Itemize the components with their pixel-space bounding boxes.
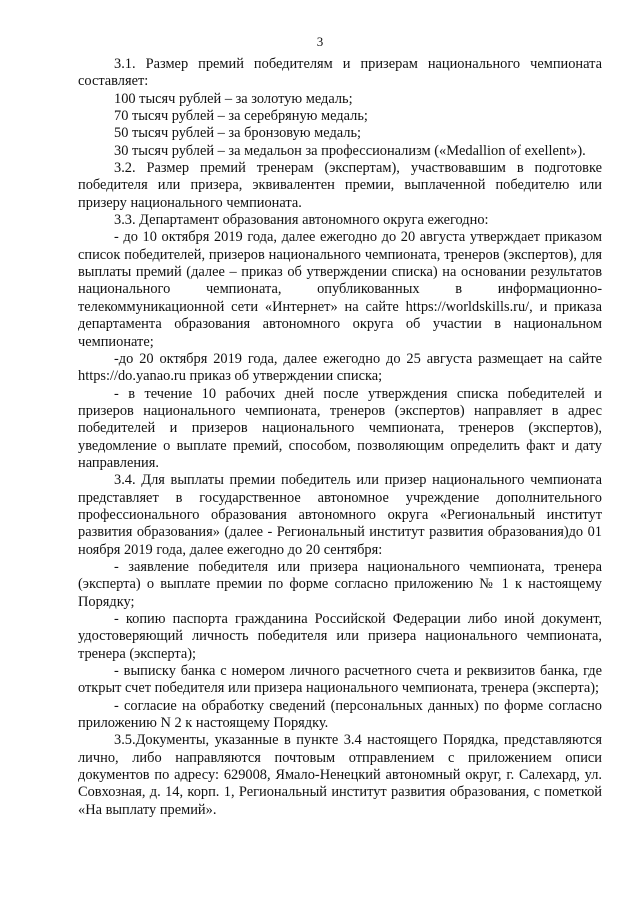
premium-gold: 100 тысяч рублей – за золотую медаль;: [114, 90, 353, 107]
list-item-bank-statement: - выписку банка с номером личного расчетного счета и реквизитов банка, где открыт счет победителя или призера национального чемпионата, тренера (эксперта);: [78, 663, 602, 697]
paragraph-3-2: 3.2. Размер премий тренерам (экспертам), участвовавшим в подготовке победителя или призера, эквивалентен премии, выплаченной победителю или призеру национального чемпионата.: [78, 160, 602, 211]
paragraph-3-5: 3.5.Документы, указанные в пункте 3.4 настоящего Порядка, представляются лично, либо направляются почтовым отправлением с приложением описи документов по адресу: 629008, Ямало-Ненецкий автономный округ, г. Салехард, ул. Совхозная, д. 14, корп. 1, Региональный институт развития образования, с пометкой «На выплату премий».: [78, 732, 602, 818]
document-body: [78, 56, 602, 819]
list-item-passport-copy: - копию паспорта гражданина Российской Федерации либо иной документ, удостоверяющий личность победителя или призера национального чемпионата, тренера (эксперта);: [78, 611, 602, 662]
list-item-notification: - в течение 10 рабочих дней после утверждения списка победителей и призеров национального чемпионата, тренеров (экспертов) направляет в адрес победителей и призеров национального чемпионата, тренеров (экспертов), уведомление о выплате премий, способом, позволяющим определить факт и дату направления.: [78, 385, 602, 471]
premium-bronze: 50 тысяч рублей – за бронзовую медаль;: [114, 125, 362, 142]
list-item-approve-order: - до 10 октября 2019 года, далее ежегодно до 20 августа утверждает приказом список победителей, призеров национального чемпионата, тренеров (экспертов), для выплаты премий (далее – приказ об утверждении списка) на основании результатов национального чемпионата, опубликованных в информационно-телекоммуникационной сети «Интернет» на сайте https://worldskills.ru/, и приказа департамента образования автономного округа об участии в национальном чемпионате;: [78, 229, 602, 350]
paragraph-3-3: 3.3. Департамент образования автономного округа ежегодно:: [114, 212, 489, 229]
list-item-consent: - согласие на обработку сведений (персональных данных) по форме согласно приложению N 2 к настоящему Порядку.: [78, 697, 602, 732]
list-item-application: - заявление победителя или призера национального чемпионата, тренера (эксперта) о выплате премии по форме согласно приложению № 1 к настоящему Порядку;: [78, 558, 602, 610]
premium-silver: 70 тысяч рублей – за серебряную медаль;: [114, 108, 368, 125]
paragraph-3-4: 3.4. Для выплаты премии победитель или призер национального чемпионата представляет в государственное автономное учреждение дополнительного профессионального образования автономного округа «Региональный институт развития образования» (далее - Региональный институт развития образования)до 01 ноября 2019 года, далее ежегодно до 20 сентября:: [78, 472, 602, 558]
page-number: 3: [316, 34, 324, 49]
premium-medallion: 30 тысяч рублей – за медальон за профессионализм («Medallion of exellent»).: [114, 142, 586, 159]
paragraph-3-1: 3.1. Размер премий победителям и призерам национального чемпионата составляет:: [78, 56, 602, 90]
list-item-publish-order: -до 20 октября 2019 года, далее ежегодно до 25 августа размещает на сайте https://do.yanao.ru приказ об утверждении списка;: [78, 350, 602, 385]
